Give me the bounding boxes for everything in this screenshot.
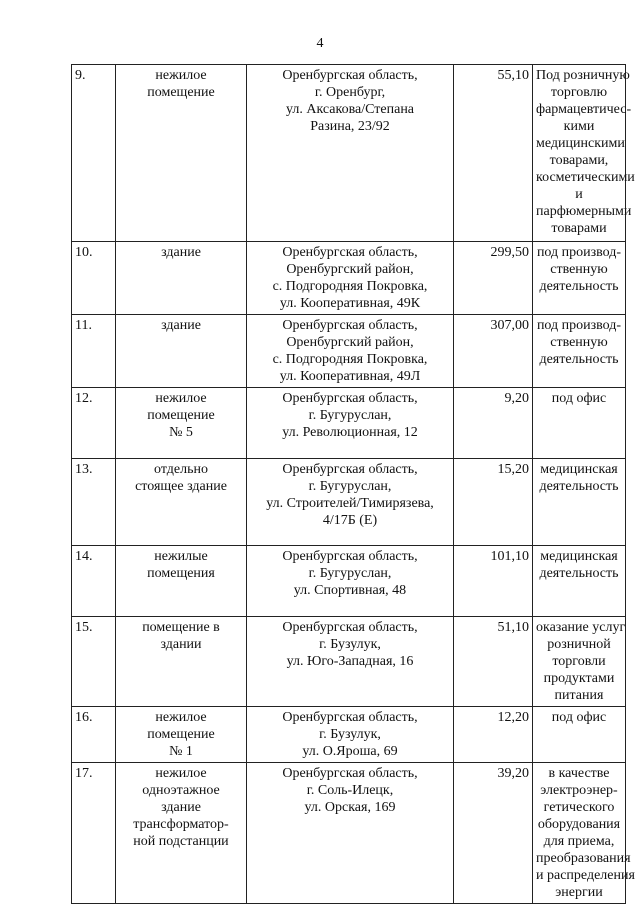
address-line: ул. Кооперативная, 49К: [279, 296, 421, 311]
purpose-line: деятельность: [539, 479, 619, 494]
address-cell: [247, 388, 454, 459]
purpose-line: медицинская: [540, 462, 618, 477]
purpose-line: под производ-: [536, 318, 622, 333]
object-type-line: ной подстанции: [133, 834, 229, 849]
address-line: ул. Аксакова/Степана: [285, 102, 415, 117]
address-line: г. Бугуруслан,: [308, 479, 392, 494]
area-cell: 101,10: [454, 546, 533, 617]
table-row: [72, 65, 626, 242]
address-cell: [247, 617, 454, 707]
object-type-cell: [116, 617, 247, 707]
purpose-line: розничной: [547, 637, 611, 652]
object-type-cell: [116, 315, 247, 388]
purpose-cell: [533, 242, 626, 315]
address-line: Оренбургская область,: [282, 766, 418, 781]
purpose-line: оказание услуг: [536, 620, 626, 635]
purpose-line: и: [575, 187, 583, 202]
object-type-line: помещения: [147, 566, 215, 581]
area-cell: 299,50: [454, 242, 533, 315]
address-cell: [247, 242, 454, 315]
purpose-cell: [533, 546, 626, 617]
area-cell: 15,20: [454, 459, 533, 546]
purpose-line: под офис: [551, 391, 607, 406]
address-line: Оренбургский район,: [286, 335, 414, 350]
purpose-line: фармацевтичес-: [536, 102, 632, 117]
address-line: Оренбургская область,: [282, 462, 418, 477]
table-row: [72, 763, 626, 904]
object-type-cell: [116, 546, 247, 617]
purpose-line: питания: [554, 688, 604, 703]
object-type-line: здании: [160, 637, 202, 652]
object-type-line: помещение: [147, 727, 215, 742]
object-type-line: отдельно: [154, 462, 208, 477]
purpose-line: косметическими: [536, 170, 635, 185]
property-table-body: [72, 65, 635, 904]
address-line: ул. Революционная, 12: [282, 425, 418, 440]
address-line: с. Подгородняя Покровка,: [272, 279, 428, 294]
address-line: 4/17Б (Е): [322, 513, 378, 528]
row-number-cell: 13.: [72, 459, 116, 546]
purpose-line: продуктами: [543, 671, 615, 686]
area-cell: 12,20: [454, 707, 533, 763]
address-line: Разина, 23/92: [310, 119, 390, 134]
purpose-line: энергии: [555, 885, 603, 900]
address-cell: [247, 315, 454, 388]
address-line: Оренбургская область,: [282, 620, 418, 635]
purpose-line: под производ-: [536, 245, 622, 260]
row-number-cell: 15.: [72, 617, 116, 707]
purpose-cell: [533, 459, 626, 546]
object-type-line: нежилое: [155, 391, 207, 406]
table-row: [72, 459, 626, 546]
object-type-line: одноэтажное: [142, 783, 220, 798]
table-row: [72, 546, 626, 617]
purpose-line: электроэнер-: [540, 783, 618, 798]
purpose-line: оборудования: [537, 817, 621, 832]
object-type-cell: [116, 242, 247, 315]
address-cell: [247, 707, 454, 763]
object-type-line: помещение в: [142, 620, 220, 635]
object-type-cell: [116, 388, 247, 459]
page-number: 4: [316, 36, 324, 51]
purpose-line: товарами: [551, 221, 607, 236]
purpose-cell: [533, 388, 626, 459]
address-line: ул. Орская, 169: [304, 800, 396, 815]
purpose-line: Под розничную: [536, 68, 630, 83]
purpose-line: и распределения: [536, 868, 635, 883]
object-type-line: здание: [161, 318, 201, 333]
purpose-line: деятельность: [539, 279, 619, 294]
purpose-line: медицинская: [540, 549, 618, 564]
object-type-line: здание: [161, 245, 201, 260]
row-number-cell: 14.: [72, 546, 116, 617]
row-number-cell: 17.: [72, 763, 116, 904]
row-number-cell: 11.: [72, 315, 116, 388]
table-row: [72, 707, 626, 763]
purpose-cell: [533, 707, 626, 763]
object-type-cell: [116, 459, 247, 546]
address-line: г. Бугуруслан,: [308, 408, 392, 423]
purpose-cell: [533, 763, 635, 904]
address-line: г. Соль-Илецк,: [306, 783, 394, 798]
table-row: [72, 388, 626, 459]
purpose-line: для приема,: [543, 834, 615, 849]
address-line: Оренбургская область,: [282, 391, 418, 406]
object-type-line: нежилое: [155, 68, 207, 83]
area-cell: 51,10: [454, 617, 533, 707]
table-row: [72, 315, 626, 388]
purpose-line: гетического: [543, 800, 615, 815]
purpose-line: торговли: [552, 654, 606, 669]
purpose-line: товарами,: [549, 153, 609, 168]
purpose-line: медицинскими: [536, 136, 625, 151]
area-cell: 307,00: [454, 315, 533, 388]
table-row: [72, 617, 626, 707]
object-type-line: помещение: [147, 408, 215, 423]
object-type-line: № 5: [169, 425, 193, 440]
object-type-line: нежилое: [155, 766, 207, 781]
row-number-cell: 12.: [72, 388, 116, 459]
object-type-line: нежилые: [154, 549, 208, 564]
object-type-line: помещение: [147, 85, 215, 100]
address-line: ул. Спортивная, 48: [293, 583, 407, 598]
purpose-line: преобразования: [536, 851, 631, 866]
address-line: с. Подгородняя Покровка,: [272, 352, 428, 367]
purpose-line: ственную: [550, 335, 608, 350]
object-type-line: трансформатор-: [133, 817, 229, 832]
address-line: г. Бузулук,: [319, 727, 381, 742]
purpose-line: кими: [563, 119, 595, 134]
object-type-cell: [116, 707, 247, 763]
purpose-line: в качестве: [548, 766, 610, 781]
address-line: Оренбургская область,: [282, 318, 418, 333]
purpose-cell: [533, 617, 626, 707]
area-cell: 9,20: [454, 388, 533, 459]
object-type-cell: [116, 65, 247, 242]
address-line: г. Оренбург,: [314, 85, 386, 100]
address-line: Оренбургская область,: [282, 710, 418, 725]
purpose-line: под офис: [551, 710, 607, 725]
address-line: Оренбургская область,: [282, 549, 418, 564]
area-cell: 55,10: [454, 65, 533, 242]
address-line: Оренбургский район,: [286, 262, 414, 277]
area-cell: 39,20: [454, 763, 533, 904]
object-type-line: здание: [161, 800, 201, 815]
row-number-cell: 16.: [72, 707, 116, 763]
address-line: ул. Кооперативная, 49Л: [279, 369, 421, 384]
object-type-cell: [116, 763, 247, 904]
purpose-cell: [533, 65, 635, 242]
purpose-line: деятельность: [539, 352, 619, 367]
address-cell: [247, 65, 454, 242]
address-cell: [247, 763, 454, 904]
property-table: [71, 64, 635, 904]
object-type-line: № 1: [169, 744, 193, 759]
purpose-line: деятельность: [539, 566, 619, 581]
address-line: Оренбургская область,: [282, 245, 418, 260]
address-line: Оренбургская область,: [282, 68, 418, 83]
purpose-line: парфюмерными: [536, 204, 632, 219]
address-cell: [247, 546, 454, 617]
object-type-line: нежилое: [155, 710, 207, 725]
purpose-cell: [533, 315, 626, 388]
address-line: ул. О.Яроша, 69: [302, 744, 398, 759]
row-number-cell: 9.: [72, 65, 116, 242]
address-line: ул. Строителей/Тимирязева,: [266, 496, 434, 511]
object-type-line: стоящее здание: [135, 479, 227, 494]
address-line: г. Бузулук,: [319, 637, 381, 652]
purpose-line: ственную: [550, 262, 608, 277]
address-line: г. Бугуруслан,: [308, 566, 392, 581]
table-row: [72, 242, 626, 315]
address-cell: [247, 459, 454, 546]
address-line: ул. Юго-Западная, 16: [286, 654, 414, 669]
purpose-line: торговлю: [550, 85, 608, 100]
row-number-cell: 10.: [72, 242, 116, 315]
